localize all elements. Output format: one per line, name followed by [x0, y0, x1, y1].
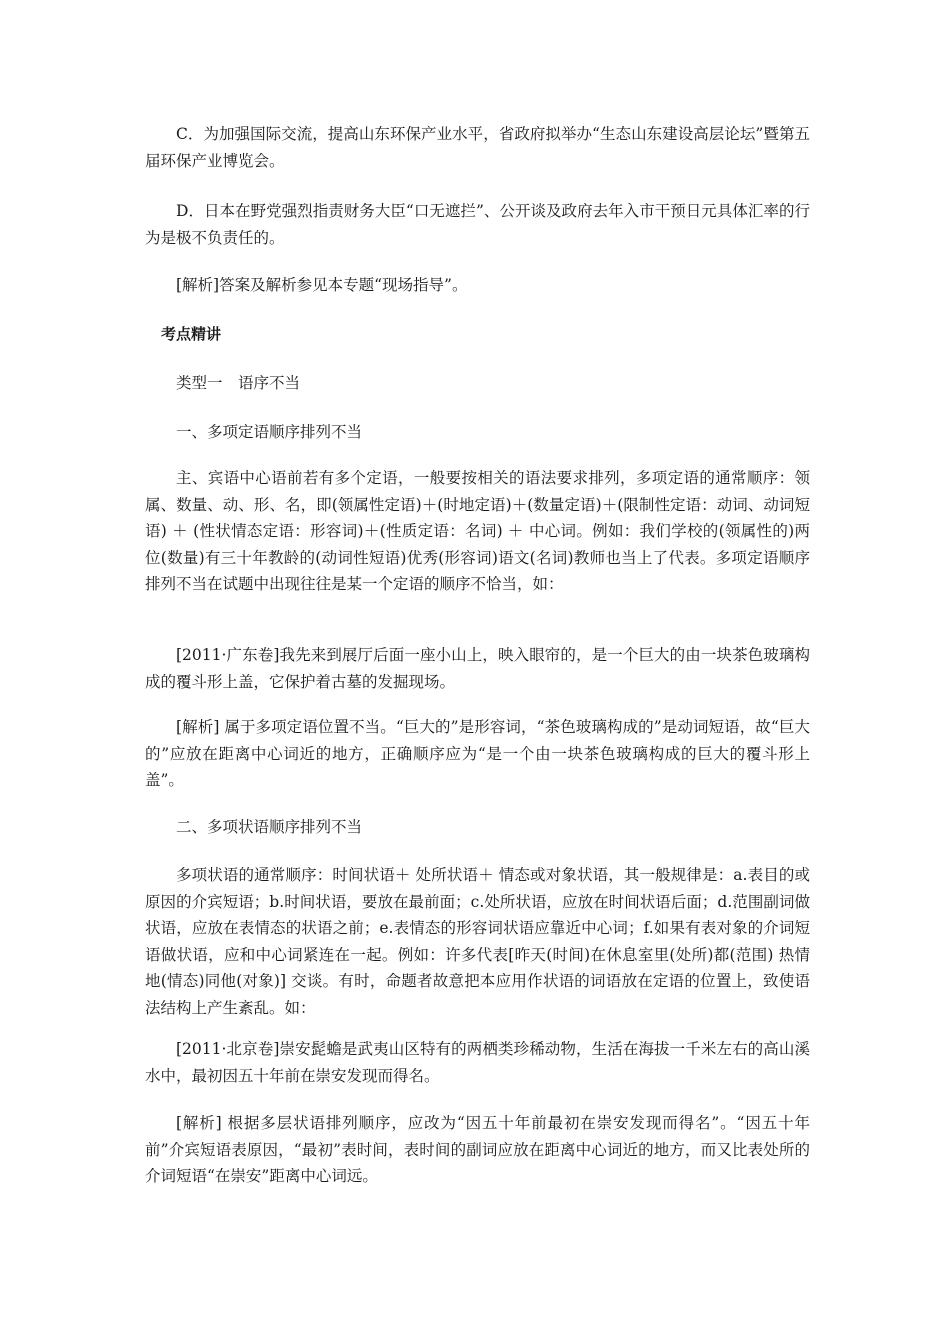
analysis-note-paragraph: [解析]答案及解析参见本专题“现场指导”。	[176, 276, 468, 294]
attributive-explanation-paragraph: 主、宾语中心语前若有多个定语，一般要按相关的语法要求排列，多项定语的通常顺序：领属、数量、动、形、名，即(领属性定语)＋(时地定语)＋(数量定语)＋(限制性定语：动词、动词短语) ＋ (性状情态定语：形容词)＋(性质定语：名词) ＋ 中心词。例如：我们学校的(领属性的)两位(数量)有三十年教龄的(动词性短语)优秀(形容词)语文(名词)教师也当上了代表。多项定语顺序排列不当在试题中出现往往是某一个定语的顺序不恰当，如：	[145, 469, 810, 593]
guangdong-example-paragraph: [2011·广东卷]我先来到展厅后面一座小山上，映入眼帘的，是一个巨大的由一块茶色玻璃构成的覆斗形上盖，它保护着古墓的发掘现场。	[145, 646, 810, 691]
subsection-adverbial-title: 二、多项状语顺序排列不当	[176, 818, 363, 836]
guangdong-analysis-paragraph: [解析] 属于多项定语位置不当。“巨大的”是形容词，“茶色玻璃构成的”是动词短语，故“巨大的”应放在距离中心词近的地方，正确顺序应为“是一个由一块茶色玻璃构成的巨大的覆斗形上盖”。	[145, 718, 810, 789]
adverbial-explanation-paragraph: 多项状语的通常顺序：时间状语＋ 处所状语＋ 情态或对象状语，其一般规律是：a.表目的或原因的介宾短语；b.时间状语，要放在最前面；c.处所状语，应放在时间状语后面；d.范围副词做状语，应放在表情态的状语之前；e.表情态的形容词状语应靠近中心词；f.如果有表对象的介词短语做状语，应和中心词紧连在一起。例如：许多代表[昨天(时间)在休息室里(处所)都(范围) 热情地(情态)同他(对象)] 交谈。有时，命题者故意把本应用作状语的词语放在定语的位置上，致使语法结构上产生紊乱。如：	[145, 866, 810, 1017]
subsection-attributive-title: 一、多项定语顺序排列不当	[176, 423, 363, 441]
section-heading: 考点精讲	[161, 325, 222, 343]
beijing-example-paragraph: [2011·北京卷]崇安髭蟾是武夷山区特有的两栖类珍稀动物，生活在海拔一千米左右的高山溪水中，最初因五十年前在崇安发现而得名。	[145, 1040, 810, 1085]
option-d-paragraph: D．日本在野党强烈指责财务大臣“口无遮拦”、公开谈及政府去年入市干预日元具体汇率的行为是极不负责任的。	[145, 202, 810, 247]
option-c-paragraph: C．为加强国际交流，提高山东环保产业水平，省政府拟举办“生态山东建设高层论坛”暨第五届环保产业博览会。	[145, 125, 810, 170]
type-one-title: 类型一 语序不当	[176, 374, 301, 392]
beijing-analysis-paragraph: [解析] 根据多层状语排列顺序，应改为“因五十年前最初在崇安发现而得名”。“因五十年前”介宾短语表原因，“最初”表时间，表时间的副词应放在距离中心词近的地方，而又比表处所的介词短语“在崇安”距离中心词远。	[145, 1114, 810, 1185]
